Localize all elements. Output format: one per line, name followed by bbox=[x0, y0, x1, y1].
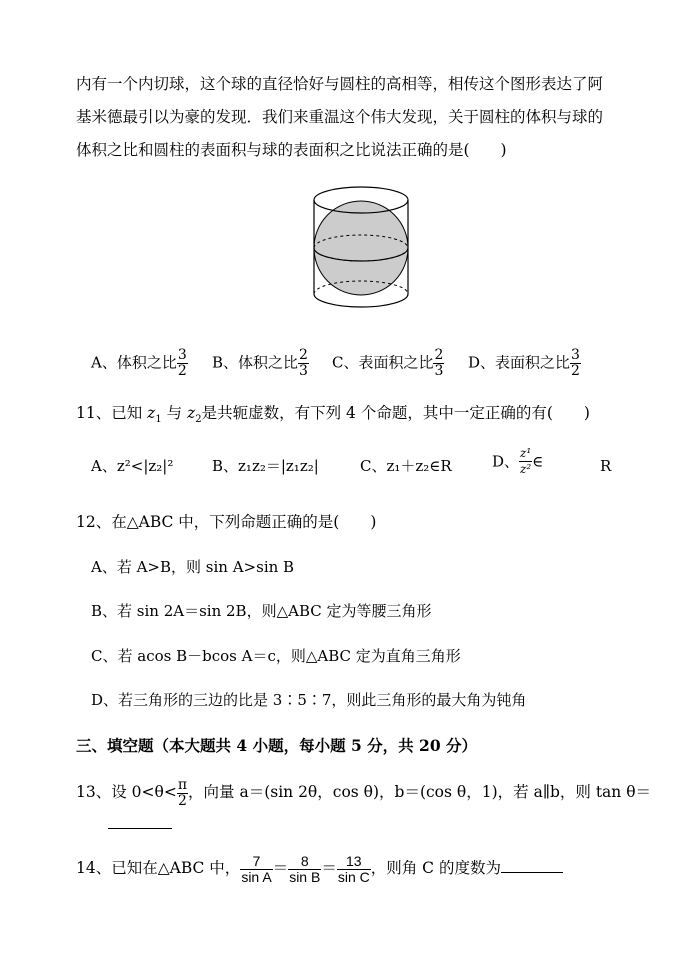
q10-option-c: C、表面积之比 $\frac{2}{3}$ bbox=[332, 347, 444, 379]
q11-option-d: D、 $\frac{\text{z¹}}{\text{z²}}$ ∈ bbox=[492, 446, 544, 476]
q12-option-a: A、若 A>B，则 sin A>sin B bbox=[91, 558, 295, 576]
q12-stem: 12、在△ABC 中，下列命题正确的是( ) bbox=[76, 513, 377, 531]
intro-line-2: 基米德最引以为豪的发现．我们来重温这个伟大发现，关于圆柱的体积与球的 bbox=[76, 108, 604, 126]
q11-stem: 11、已知 $z_1$ 与 $z_2$是共轭虚数，有下列 4 个命题，其中一定正确的有( ) bbox=[76, 404, 590, 426]
cylinder-sphere-figure bbox=[305, 182, 417, 312]
q11-option-c: C、z₁＋z₂∈R bbox=[360, 457, 452, 475]
q10-option-b: B、体积之比 $\frac{2}{3}$ bbox=[212, 347, 308, 379]
q11-option-d-r: R bbox=[600, 457, 612, 475]
q13-stem: 13、设 0<θ< $\frac{\pi}{2}$ ，向量 a＝(sin 2θ，cos θ)，b＝(cos θ，1)，若 a∥b，则 tan θ＝ bbox=[76, 776, 652, 809]
q11-option-a: A、z²<|z₂|² bbox=[91, 457, 174, 475]
q12-option-b: B、若 sin 2A＝sin 2B，则△ABC 定为等腰三角形 bbox=[91, 602, 432, 620]
section-3-title: 三、填空题（本大题共 4 小题，每小题 5 分，共 20 分） bbox=[76, 736, 478, 755]
q11-option-b: B、z₁z₂＝|z₁z₂| bbox=[212, 457, 319, 475]
cylinder-bottom-front bbox=[314, 294, 408, 307]
q13-answer-blank[interactable] bbox=[108, 826, 172, 829]
cylinder-top bbox=[314, 187, 408, 213]
q10-option-d: D、表面积之比 $\frac{3}{2}$ bbox=[468, 347, 580, 379]
q14-stem: 14、已知在△ABC 中， $\frac{7}{\text{sin A}}$ ＝ $\frac{8}{\text{sin B}}$ ＝ $\frac{13}{\text{sin C}}$ ，则角 C 的度数为 bbox=[76, 848, 563, 888]
intro-line-1: 内有一个内切球，这个球的直径恰好与圆柱的高相等，相传这个图形表达了阿 bbox=[76, 75, 604, 93]
q12-option-c: C、若 acos B－bcos A＝c，则△ABC 定为直角三角形 bbox=[91, 647, 461, 665]
q12-option-d: D、若三角形的三边的比是 3∶5∶7，则此三角形的最大角为钝角 bbox=[91, 691, 527, 709]
q10-option-a: A、体积之比 $\frac{3}{2}$ bbox=[91, 347, 187, 379]
q14-answer-blank[interactable] bbox=[501, 858, 563, 873]
intro-line-3: 体积之比和圆柱的表面积与球的表面积之比说法正确的是( ) bbox=[76, 141, 507, 159]
